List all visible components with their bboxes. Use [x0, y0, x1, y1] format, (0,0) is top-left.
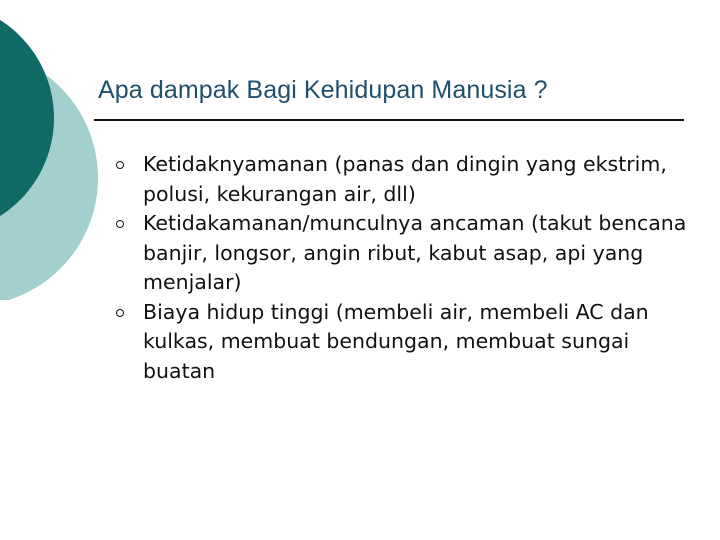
circle-bullet-icon: [116, 161, 124, 169]
slide-title: Apa dampak Bagi Kehidupan Manusia ?: [98, 76, 548, 104]
bullet-text: Ketidakamanan/munculnya ancaman (takut bencana banjir, longsor, angin ribut, kabut asap, api yang menjalar): [143, 211, 687, 294]
bullet-text: Biaya hidup tinggi (membeli air, membeli AC dan kulkas, membuat bendungan, membuat sungai buatan: [143, 299, 649, 383]
title-underline: [94, 119, 684, 121]
circle-bullet-icon: [116, 220, 124, 228]
bullet-text: Ketidaknyamanan (panas dan dingin yang ekstrim, polusi, kekurangan air, dll): [143, 152, 667, 206]
bullet-list: [116, 150, 706, 386]
circle-bullet-icon: [116, 309, 124, 317]
bullet-item: [116, 209, 706, 298]
decorative-circles: [0, 0, 110, 300]
bullet-item: [116, 298, 706, 387]
bullet-item: [116, 150, 706, 209]
